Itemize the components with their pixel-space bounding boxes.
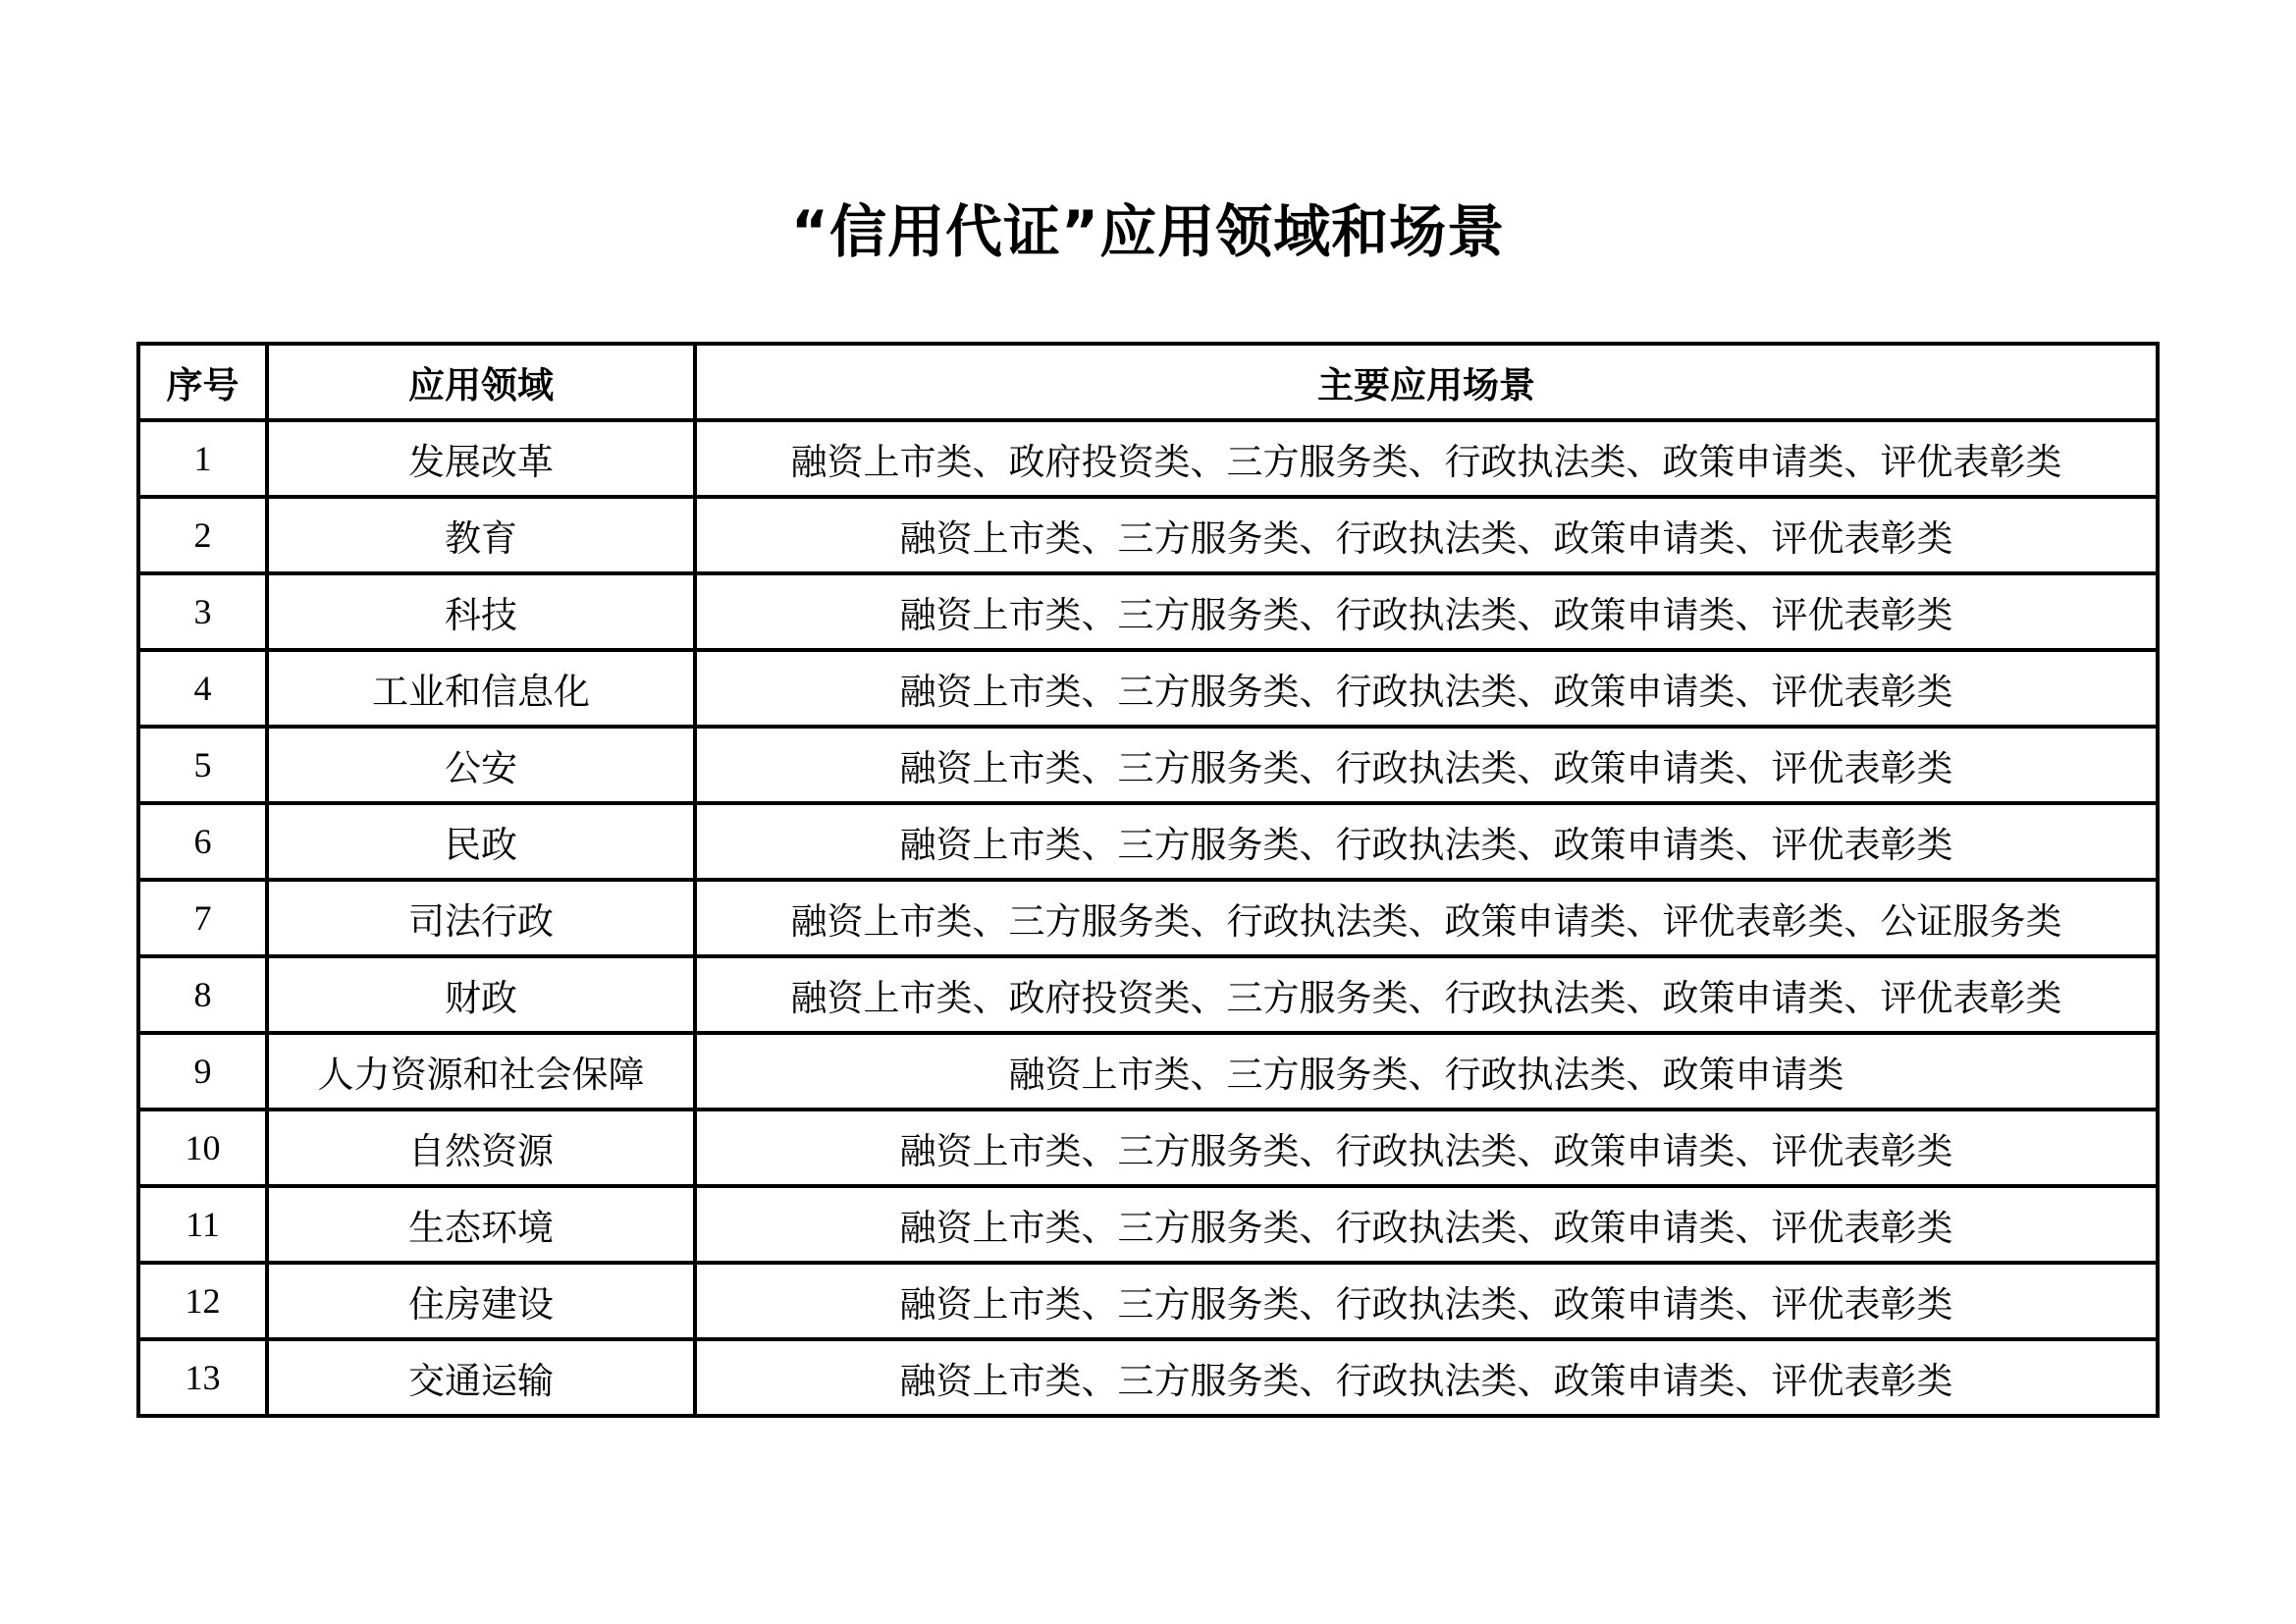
row-field: 人力资源和社会保障 [267,1033,695,1110]
row-scenes: 融资上市类、三方服务类、行政执法类、政策申请类、评优表彰类 [695,727,2158,803]
row-no: 6 [138,803,267,880]
row-no: 4 [138,650,267,727]
application-scenes-table [136,342,2160,1418]
row-no: 8 [138,956,267,1033]
row-no: 1 [138,420,267,497]
row-field: 教育 [267,497,695,573]
row-no: 2 [138,497,267,573]
row-field: 司法行政 [267,880,695,956]
row-no: 9 [138,1033,267,1110]
row-scenes: 融资上市类、三方服务类、行政执法类、政策申请类、评优表彰类 [695,803,2158,880]
row-no: 12 [138,1263,267,1339]
row-no: 5 [138,727,267,803]
table-row [138,497,2158,573]
row-scenes: 融资上市类、三方服务类、行政执法类、政策申请类、评优表彰类 [695,573,2158,650]
row-scenes: 融资上市类、三方服务类、行政执法类、政策申请类、评优表彰类 [695,1339,2158,1416]
header-scenes: 主要应用场景 [695,344,2158,420]
table-row [138,727,2158,803]
row-scenes: 融资上市类、三方服务类、行政执法类、政策申请类、评优表彰类、公证服务类 [695,880,2158,956]
row-field: 民政 [267,803,695,880]
row-scenes: 融资上市类、三方服务类、行政执法类、政策申请类、评优表彰类 [695,1263,2158,1339]
table-header-row [138,344,2158,420]
row-field: 发展改革 [267,420,695,497]
document-title: “信用代证”应用领域和场景 [790,198,1506,265]
row-scenes: 融资上市类、三方服务类、行政执法类、政策申请类、评优表彰类 [695,1186,2158,1263]
row-scenes: 融资上市类、三方服务类、行政执法类、政策申请类 [695,1033,2158,1110]
row-no: 10 [138,1110,267,1186]
row-field: 自然资源 [267,1110,695,1186]
row-scenes: 融资上市类、三方服务类、行政执法类、政策申请类、评优表彰类 [695,1110,2158,1186]
table-row [138,1110,2158,1186]
row-field: 科技 [267,573,695,650]
table-row [138,650,2158,727]
row-field: 交通运输 [267,1339,695,1416]
table-row [138,956,2158,1033]
row-scenes: 融资上市类、三方服务类、行政执法类、政策申请类、评优表彰类 [695,650,2158,727]
row-field: 工业和信息化 [267,650,695,727]
row-no: 3 [138,573,267,650]
row-scenes: 融资上市类、政府投资类、三方服务类、行政执法类、政策申请类、评优表彰类 [695,956,2158,1033]
table-row [138,573,2158,650]
row-scenes: 融资上市类、三方服务类、行政执法类、政策申请类、评优表彰类 [695,497,2158,573]
table-row [138,1186,2158,1263]
row-field: 财政 [267,956,695,1033]
header-no: 序号 [138,344,267,420]
row-no: 11 [138,1186,267,1263]
row-no: 13 [138,1339,267,1416]
table-row [138,420,2158,497]
table-row [138,1033,2158,1110]
row-no: 7 [138,880,267,956]
table-row [138,1339,2158,1416]
table-row [138,803,2158,880]
header-field: 应用领域 [267,344,695,420]
row-field: 住房建设 [267,1263,695,1339]
row-scenes: 融资上市类、政府投资类、三方服务类、行政执法类、政策申请类、评优表彰类 [695,420,2158,497]
row-field: 公安 [267,727,695,803]
table-row [138,880,2158,956]
table-row [138,1263,2158,1339]
row-field: 生态环境 [267,1186,695,1263]
